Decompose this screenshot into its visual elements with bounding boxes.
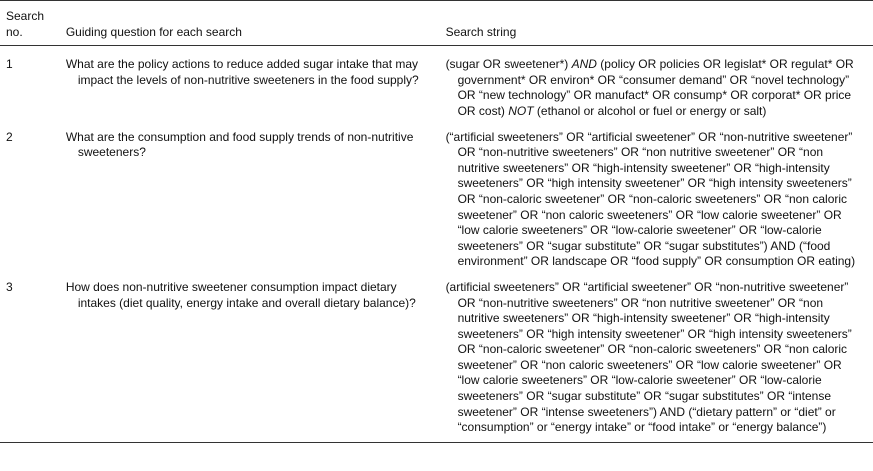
guiding-question-text: What are the consumption and food supply trends of non-nutritive sweeteners? bbox=[65, 129, 414, 160]
search-string-part: (policy OR policies OR legislat* OR regulat* OR government* OR environ* OR “consumer demand” OR “novel technology” OR “new technology” OR manufact* OR consump* OR corporat* OR price OR cost) bbox=[457, 57, 854, 118]
header-row bbox=[0, 1, 873, 46]
operator-not: NOT bbox=[508, 103, 534, 118]
search-string-text: (“artificial sweeteners” OR “artificial sweetener” OR “non-nutritive sweetener” OR “non-nutritive sweeteners” OR “non nutritive sweetener” OR “non nutritive sweeteners” OR “high-intensity sweetener” OR “high-intensity sweeteners” OR “high intensity sweetener” OR “high intensity sweeteners” OR “non-caloric sweetener” OR “non-caloric sweeteners” OR “non caloric sweetener” OR “non caloric sweeteners” OR “low calorie sweetener” OR “low calorie sweeteners” OR “low-calorie sweetener” OR “low-calorie sweeteners” OR “sugar substitute” OR “sugar substitutes”) AND (“food environment” OR landscape OR “food supply” OR consumption OR eating) bbox=[445, 129, 856, 269]
guiding-question-cell bbox=[56, 276, 440, 442]
search-string-cell bbox=[440, 276, 873, 442]
header-guiding-question: Guiding question for each search bbox=[56, 1, 440, 46]
search-no-cell: 1 bbox=[6, 57, 13, 72]
operator-and: AND bbox=[571, 57, 597, 72]
search-no-cell: 3 bbox=[0, 276, 56, 442]
header-search-no: Search no. bbox=[0, 1, 56, 46]
search-string-cell bbox=[440, 126, 873, 276]
search-string-part: (ethanol or alcohol or fuel or energy or salt) bbox=[533, 103, 767, 118]
guiding-question-text: How does non-nutritive sweetener consumption impact dietary intakes (diet quality, energy intake and overall dietary balance)? bbox=[65, 279, 416, 310]
guiding-question-cell bbox=[56, 126, 440, 276]
search-no-cell: 2 bbox=[6, 129, 13, 144]
search-string-cell bbox=[440, 46, 873, 126]
table-header bbox=[0, 1, 873, 46]
search-string-text: (artificial sweeteners” OR “artificial sweetener” OR “non-nutritive sweetener” OR “non-nutritive sweeteners” OR “non nutritive sweetener” OR “non nutritive sweeteners” OR “high-intensity sweetener” OR “high-intensity sweeteners” OR “high intensity sweetener” OR “high intensity sweeteners” OR “non-caloric sweetener” OR “non-caloric sweeteners” OR “non caloric sweetener” OR “non caloric sweeteners” OR “low calorie sweetener” OR “low calorie sweeteners” OR “low-calorie sweetener” OR “low-calorie sweeteners” OR “sugar substitute” OR “sugar substitutes” OR “intense sweetener” OR “intense sweeteners”) AND (“dietary pattern” or “diet” or “consumption” or “energy intake” or “food intake” or “energy balance”) bbox=[445, 279, 852, 435]
search-string-part: (sugar OR sweetener*) bbox=[445, 57, 572, 72]
guiding-question-cell bbox=[56, 46, 440, 126]
table-row bbox=[0, 276, 873, 442]
table-row bbox=[0, 46, 873, 126]
table-body bbox=[0, 46, 873, 443]
header-search-string: Search string bbox=[440, 1, 873, 46]
guiding-question-text: What are the policy actions to reduce added sugar intake that may impact the levels of non-nutritive sweeteners in the food supply? bbox=[65, 57, 419, 87]
table-row bbox=[0, 126, 873, 276]
search-string-text bbox=[446, 57, 867, 119]
